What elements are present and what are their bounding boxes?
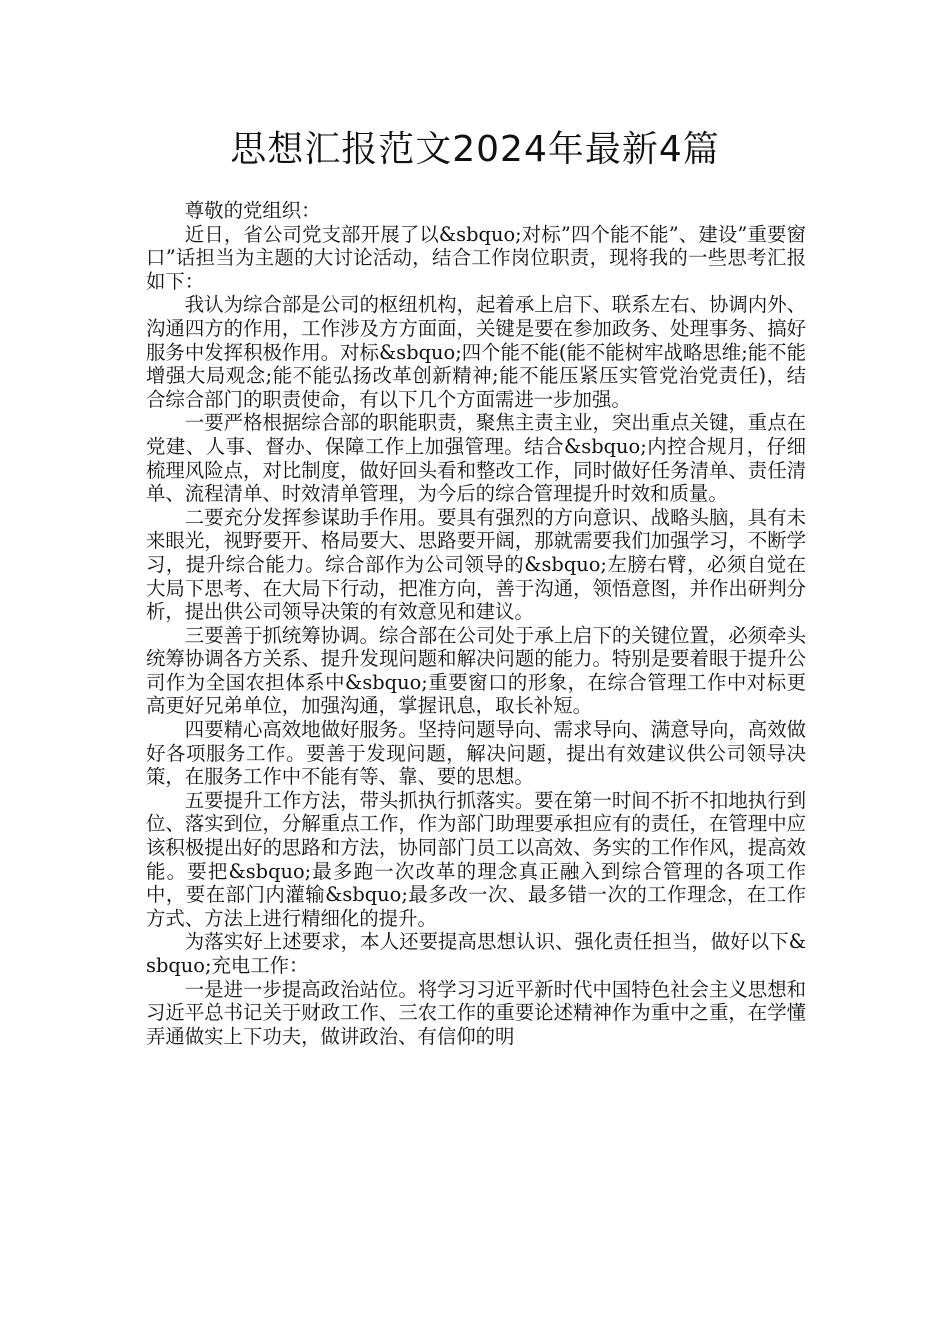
paragraph-point-2: 二要充分发挥参谋助手作用。要具有强烈的方向意识、战略头脑，具有未来眼光，视野要开、格局要大、思路要开阔，那就需要我们加强学习，不断学习，提升综合能力。综合部作为公司领导的&sbquo;左膀右臂，必须自觉在大局下思考、在大局下行动，把准方向，善于沟通，领悟意图，并作出研判分析，提出供公司领导决策的有效意见和建议。	[146, 505, 806, 624]
paragraph-point-4: 四要精心高效地做好服务。坚持问题导向、需求导向、满意导向，高效做好各项服务工作。要善于发现问题，解决问题，提出有效建议供公司领导决策，在服务工作中不能有等、靠、要的思想。	[146, 718, 806, 789]
document-title: 思想汇报范文2024年最新4篇	[230, 129, 720, 170]
paragraph-point-3: 三要善于抓统筹协调。综合部在公司处于承上启下的关键位置，必须牵头统筹协调各方关系、提升发现问题和解决问题的能力。特别是要着眼于提升公司作为全国农担体系中&sbquo;重要窗口的形象，在综合管理工作中对标更高更好兄弟单位，加强沟通，掌握讯息，取长补短。	[146, 623, 806, 718]
paragraph-role: 我认为综合部是公司的枢纽机构，起着承上启下、联系左右、协调内外、沟通四方的作用，工作涉及方方面面，关键是要在参加政务、处理事务、搞好服务中发挥积极作用。对标&sbquo;四个能不能(能不能树牢战略思维;能不能增强大局观念;能不能弘扬改革创新精神;能不能压紧压实管党治党责任)，结合综合部门的职责使命，有以下几个方面需进一步加强。	[146, 293, 806, 411]
paragraph-requirements: 为落实好上述要求，本人还要提高思想认识、强化责任担当，做好以下&sbquo;充电工作：	[146, 930, 806, 977]
paragraph-intro: 近日，省公司党支部开展了以&sbquo;对标”四个能不能”、建设”重要窗口”话担当为主题的大讨论活动，结合工作岗位职责，现将我的一些思考汇报如下：	[146, 222, 806, 293]
document-body	[146, 199, 806, 1048]
paragraph-salutation: 尊敬的党组织：	[184, 199, 321, 222]
paragraph-point-1: 一要严格根据综合部的职能职责，聚焦主责主业，突出重点关键，重点在党建、人事、督办、保障工作上加强管理。结合&sbquo;内控合规月，仔细梳理风险点，对比制度，做好回头看和整改工作，同时做好任务清单、责任清单、流程清单、时效清单管理，为今后的综合管理提升时效和质量。	[146, 411, 806, 506]
paragraph-measure-1: 一是进一步提高政治站位。将学习习近平新时代中国特色社会主义思想和习近平总书记关于财政工作、三农工作的重要论述精神作为重中之重，在学懂弄通做实上下功夫，做讲政治、有信仰的明	[146, 977, 806, 1048]
paragraph-point-5: 五要提升工作方法，带头抓执行抓落实。要在第一时间不折不扣地执行到位、落实到位，分解重点工作，作为部门助理要承担应有的责任，在管理中应该积极提出好的思路和方法，协同部门员工以高效、务实的工作作风，提高效能。要把&sbquo;最多跑一次改革的理念真正融入到综合管理的各项工作中，要在部门内灌输&sbquo;最多改一次、最多错一次的工作理念，在工作方式、方法上进行精细化的提升。	[146, 788, 806, 930]
